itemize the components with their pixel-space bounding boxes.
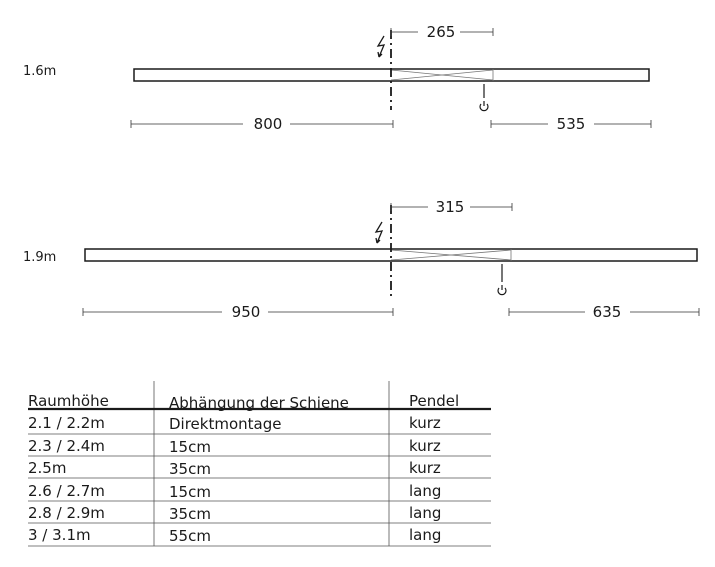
suspension-table: [28, 381, 491, 546]
cell-pendel: kurz: [409, 459, 441, 477]
table-row: [28, 459, 441, 478]
cell-pendel: kurz: [409, 414, 441, 432]
right-dimension-label: 635: [592, 303, 622, 321]
cell-raumhoehe: 2.3 / 2.4m: [28, 437, 105, 455]
left-dimension-label: 950: [231, 303, 261, 321]
cell-pendel: lang: [409, 504, 442, 522]
cell-raumhoehe: 3 / 3.1m: [28, 526, 91, 544]
right-dimension-label: 535: [556, 115, 586, 133]
height-label: 1.6m: [23, 64, 57, 79]
top-dimension-label: 265: [426, 23, 456, 41]
header-abhaengung: Abhängung der Schiene: [169, 394, 349, 412]
cell-raumhoehe: 2.1 / 2.2m: [28, 414, 105, 432]
left-dimension-label: 800: [253, 115, 283, 133]
cell-abhaengung: 15cm: [169, 438, 211, 456]
power-icon: [498, 264, 506, 295]
table-row: [28, 504, 441, 523]
cell-raumhoehe: 2.5m: [28, 459, 67, 477]
header-raumhoehe: Raumhöhe: [28, 392, 109, 410]
table-row: [28, 482, 441, 501]
height-label: 1.9m: [23, 250, 57, 265]
table-row: [28, 414, 441, 433]
top-dimension-label: 315: [435, 198, 465, 216]
power-icon: [480, 84, 488, 111]
cell-raumhoehe: 2.8 / 2.9m: [28, 504, 105, 522]
diagram-1: [23, 23, 651, 133]
cell-pendel: kurz: [409, 437, 441, 455]
cell-pendel: lang: [409, 482, 442, 500]
table-row: [28, 437, 441, 456]
cell-abhaengung: 35cm: [169, 505, 211, 523]
lightning-icon: [376, 222, 382, 243]
cell-abhaengung: 55cm: [169, 527, 211, 545]
diagram-2: [23, 198, 699, 321]
canopy-section: [391, 69, 493, 81]
canopy-section: [391, 249, 511, 261]
lightning-icon: [378, 36, 384, 57]
cell-abhaengung: 15cm: [169, 483, 211, 501]
header-pendel: Pendel: [409, 392, 460, 410]
cell-abhaengung: 35cm: [169, 460, 211, 478]
cell-raumhoehe: 2.6 / 2.7m: [28, 482, 105, 500]
table-row: [28, 526, 441, 545]
cell-abhaengung: Direktmontage: [169, 415, 282, 433]
cell-pendel: lang: [409, 526, 442, 544]
